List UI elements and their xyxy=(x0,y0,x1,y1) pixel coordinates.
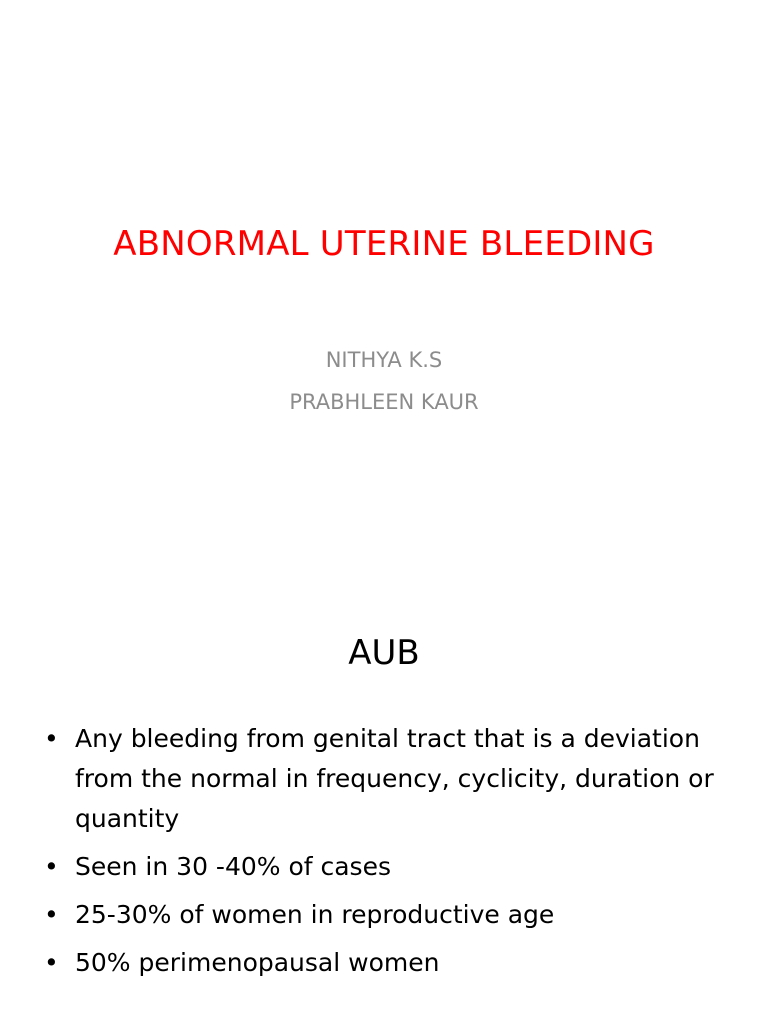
bullet-text: Seen in 30 -40% of cases xyxy=(75,852,391,881)
bullet-icon: • xyxy=(44,724,59,753)
bullet-item xyxy=(40,943,740,983)
bullet-item xyxy=(40,719,740,839)
bullet-text: 25-30% of women in reproductive age xyxy=(75,900,555,929)
bullet-item xyxy=(40,847,740,887)
author-name: PRABHLEEN KAUR xyxy=(289,390,479,414)
bullet-text: 50% perimenopausal women xyxy=(75,948,440,977)
bullet-text: Any bleeding from genital tract that is a deviation from the normal in frequency, cyclicity, duration or quantity xyxy=(75,724,714,833)
bullet-item xyxy=(40,895,740,935)
bullet-icon: • xyxy=(44,948,59,977)
content-slide xyxy=(0,576,768,1024)
bullet-list xyxy=(40,719,740,991)
author-list xyxy=(0,339,768,423)
slide-title: ABNORMAL UTERINE BLEEDING xyxy=(113,224,655,264)
bullet-icon: • xyxy=(44,852,59,881)
bullet-icon: • xyxy=(44,900,59,929)
slide-title: AUB xyxy=(348,633,420,673)
author-name: NITHYA K.S xyxy=(325,348,443,372)
